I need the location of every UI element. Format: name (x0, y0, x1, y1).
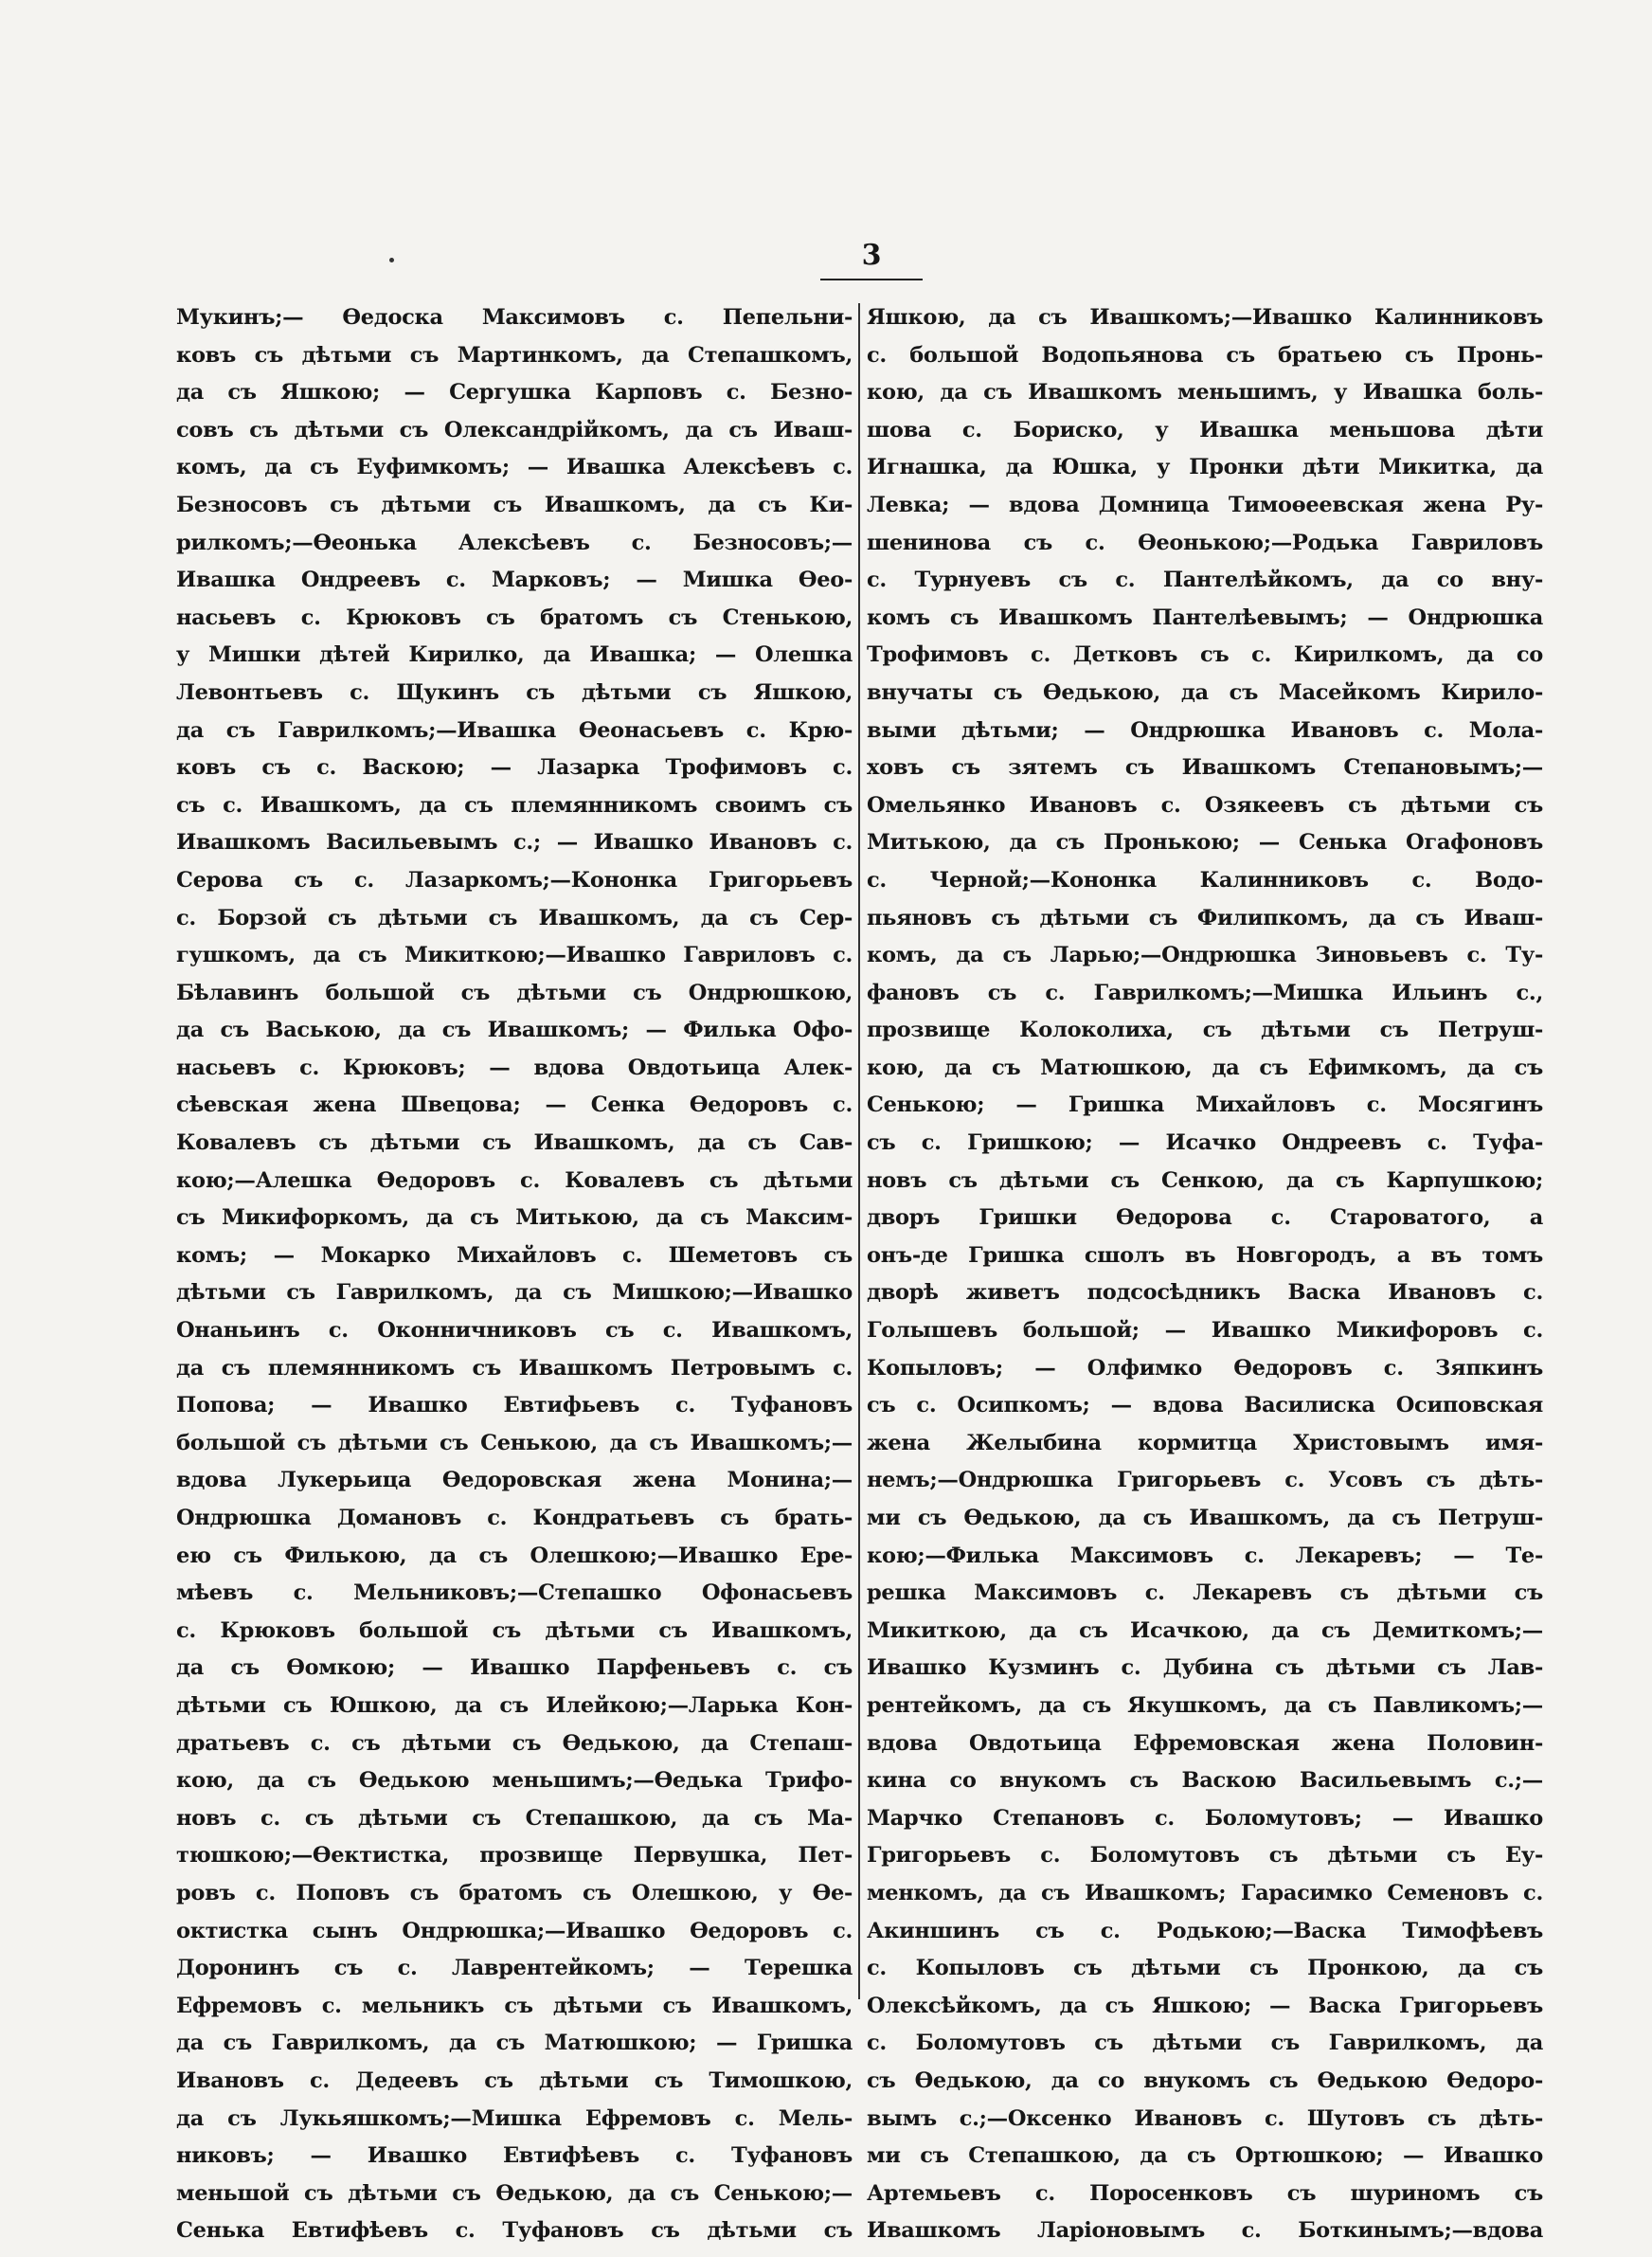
text-line: Доронинъ съ с. Лаврентейкомъ; — Терешка (176, 1956, 853, 1981)
text-line: Бѣлавинъ большой съ дѣтьми съ Ондрюшкою, (176, 980, 853, 1005)
text-line: съ с. Ивашкомъ, да съ племянникомъ своимъ съ (176, 792, 853, 818)
text-line: да съ Гаврилкомъ;—Ивашка Өеонасьевъ с. Крю- (176, 717, 853, 743)
text-line: мѣевъ с. Мельниковъ;—Степашко Офонасьевъ (176, 1580, 853, 1606)
text-line: да съ Гаврилкомъ, да съ Матюшкою; — Гришка (176, 2031, 853, 2056)
header-rule (820, 279, 923, 280)
text-line: насьевъ с. Крюковъ съ братомъ съ Стенькою, (176, 605, 853, 630)
text-line: Митькою, да съ Пронькою; — Сенька Огафоновъ (867, 830, 1543, 856)
text-line: совъ съ дѣтьми съ Олександрійкомъ, да съ Иваш- (176, 417, 853, 442)
text-line: Трофимовъ с. Детковъ съ с. Кирилкомъ, да со (867, 642, 1543, 668)
text-line: рилкомъ;—Өеонька Алексѣевъ с. Безносовъ;— (176, 530, 853, 555)
text-line: с. Копыловъ съ дѣтьми съ Пронкою, да съ (867, 1956, 1543, 1981)
text-line: Серова съ с. Лазаркомъ;—Кононка Григорьевъ (176, 867, 853, 893)
text-line: большой съ дѣтьми съ Сенькою, да съ Ивашкомъ;— (176, 1430, 853, 1455)
text-line: менкомъ, да съ Ивашкомъ; Гарасимко Семеновъ с. (867, 1880, 1543, 1905)
text-line: тюшкою;—Өектистка, прозвище Первушка, Пет- (176, 1843, 853, 1869)
text-line: ховъ съ зятемъ съ Ивашкомъ Степановымъ;— (867, 755, 1543, 781)
text-line: да съ Ваською, да съ Ивашкомъ; — Филька Офо- (176, 1018, 853, 1043)
text-line: дѣтьми съ Юшкою, да съ Илейкою;—Ларька Кон- (176, 1692, 853, 1718)
text-line: шова с. Бориско, у Ивашка меньшова дѣти (867, 417, 1543, 442)
text-line: кою, да съ Ивашкомъ меньшимъ, у Ивашка боль- (867, 380, 1543, 406)
text-line: вдова Овдотьица Ефремовская жена Половин- (867, 1730, 1543, 1756)
text-line: с. Борзой съ дѣтьми съ Ивашкомъ, да съ Сер- (176, 905, 853, 930)
text-line: жена Желыбина кормитца Христовымъ имя- (867, 1430, 1543, 1455)
page-number: 3 (861, 239, 882, 272)
text-line: кою, да съ Матюшкою, да съ Ефимкомъ, да съ (867, 1055, 1543, 1080)
text-line: да съ Өомкою; — Ивашко Парфеньевъ с. съ (176, 1655, 853, 1681)
text-line: насьевъ с. Крюковъ; — вдова Овдотьица Алек- (176, 1055, 853, 1080)
text-line: Попова; — Ивашко Евтифьевъ с. Туфановъ (176, 1393, 853, 1418)
text-line: Левка; — вдова Домница Тимоөеевская жена Ру- (867, 492, 1543, 517)
text-line: дворѣ живетъ подсосѣдникъ Васка Ивановъ с. (867, 1280, 1543, 1306)
text-line: Ивановъ с. Дедеевъ съ дѣтьми съ Тимошкою, (176, 2067, 853, 2093)
text-line: дѣтьми съ Гаврилкомъ, да съ Мишкою;—Ивашко (176, 1280, 853, 1306)
text-line: Ефремовъ с. мельникъ съ дѣтьми съ Ивашкомъ, (176, 1993, 853, 2018)
text-line: новъ съ дѣтьми съ Сенкою, да съ Карпушкою; (867, 1167, 1543, 1193)
text-line: ковъ съ дѣтьми съ Мартинкомъ, да Степашкомъ, (176, 342, 853, 368)
text-line: онъ-де Гришка сшолъ въ Новгородъ, а въ томъ (867, 1242, 1543, 1268)
text-line: Сенькою; — Гришка Михайловъ с. Мосягинъ (867, 1092, 1543, 1118)
text-line: гушкомъ, да съ Микиткою;—Ивашко Гавриловъ с. (176, 943, 853, 968)
text-line: у Мишки дѣтей Кирилко, да Ивашка; — Олешка (176, 642, 853, 668)
text-line: ею съ Филькою, да съ Олешкою;—Ивашко Ере- (176, 1543, 853, 1568)
text-line: Голышевъ большой; — Ивашко Микифоровъ с. (867, 1318, 1543, 1344)
text-line: немъ;—Ондрюшка Григорьевъ с. Усовъ съ дѣть- (867, 1468, 1543, 1493)
text-line: с. Боломутовъ съ дѣтьми съ Гаврилкомъ, да (867, 2031, 1543, 2056)
text-line: внучаты съ Өедькою, да съ Масейкомъ Кирило- (867, 679, 1543, 705)
text-line: да съ Лукьяшкомъ;—Мишка Ефремовъ с. Мель- (176, 2105, 853, 2131)
left-column (176, 299, 853, 2244)
text-line: ми съ Өедькою, да съ Ивашкомъ, да съ Петруш- (867, 1506, 1543, 1530)
text-line: Ивашка Ондреевъ с. Марковъ; — Мишка Өео- (176, 568, 853, 593)
text-line: вымъ с.;—Оксенко Ивановъ с. Шутовъ съ дѣть- (867, 2105, 1543, 2131)
text-line: Онаньинъ с. Оконничниковъ съ с. Ивашкомъ, (176, 1318, 853, 1344)
text-line: с. большой Водопьянова съ братьею съ Пронь- (867, 342, 1543, 368)
text-line: Ковалевъ съ дѣтьми съ Ивашкомъ, да съ Сав- (176, 1130, 853, 1156)
right-column (867, 299, 1543, 2244)
text-line: пьяновъ съ дѣтьми съ Филипкомъ, да съ Иваш- (867, 905, 1543, 930)
text-line: Омельянко Ивановъ с. Озякеевъ съ дѣтьми съ (867, 792, 1543, 818)
text-line: шенинова съ с. Өеонькою;—Родька Гавриловъ (867, 530, 1543, 555)
text-line: прозвище Колоколиха, съ дѣтьми съ Петруш- (867, 1018, 1543, 1043)
text-line: решка Максимовъ с. Лекаревъ съ дѣтьми съ (867, 1580, 1543, 1606)
text-line: Сенька Евтифѣевъ с. Туфановъ съ дѣтьми съ (176, 2218, 853, 2244)
text-line: Григорьевъ с. Боломутовъ съ дѣтьми съ Еу- (867, 1843, 1543, 1869)
text-line: кина со внукомъ съ Васкою Васильевымъ с.;— (867, 1768, 1543, 1794)
text-line: октистка сынъ Ондрюшка;—Ивашко Өедоровъ с. (176, 1918, 853, 1943)
text-line: Ивашко Кузминъ с. Дубина съ дѣтьми съ Лав- (867, 1655, 1543, 1681)
text-line: Акиншинъ съ с. Родькою;—Васка Тимофѣевъ (867, 1918, 1543, 1943)
text-line: ровъ с. Поповъ съ братомъ съ Олешкою, у Өе- (176, 1880, 853, 1905)
text-line: кою;—Филька Максимовъ с. Лекаревъ; — Те- (867, 1543, 1543, 1568)
text-line: сѣевская жена Швецова; — Сенка Өедоровъ с. (176, 1092, 853, 1118)
text-line: меньшой съ дѣтьми съ Өедькою, да съ Сенькою;— (176, 2180, 853, 2206)
text-line: дратьевъ с. съ дѣтьми съ Өедькою, да Степаш- (176, 1730, 853, 1756)
text-line: выми дѣтьми; — Ондрюшка Ивановъ с. Мола- (867, 717, 1543, 743)
text-line: комъ, да съ Еуфимкомъ; — Ивашка Алексѣевъ с. (176, 455, 853, 480)
text-line: ми съ Степашкою, да съ Ортюшкою; — Ивашко (867, 2143, 1543, 2169)
text-line: Артемьевъ с. Поросенковъ съ шуриномъ съ (867, 2180, 1543, 2206)
text-line: комъ, да съ Ларью;—Ондрюшка Зиновьевъ с. Ту- (867, 943, 1543, 968)
text-line: вдова Лукерьица Өедоровская жена Монина;— (176, 1468, 853, 1493)
text-line: да съ племянникомъ съ Ивашкомъ Петровымъ с. (176, 1355, 853, 1381)
text-line: съ Өедькою, да со внукомъ съ Өедькою Өедоро- (867, 2067, 1543, 2093)
text-line: Мукинъ;— Өедоска Максимовъ с. Пепельни- (176, 305, 853, 330)
text-line: дворъ Гришки Өедорова с. Староватого, а (867, 1205, 1543, 1231)
text-line: никовъ; — Ивашко Евтифѣевъ с. Туфановъ (176, 2143, 853, 2169)
text-line: рентейкомъ, да съ Якушкомъ, да съ Павликомъ;— (867, 1692, 1543, 1718)
text-line: съ Микифоркомъ, да съ Митькою, да съ Максим- (176, 1205, 853, 1231)
text-line: с. Черной;—Кононка Калинниковъ с. Водо- (867, 867, 1543, 893)
text-line: да съ Яшкою; — Сергушка Карповъ с. Безно- (176, 380, 853, 406)
text-line: Копыловъ; — Олфимко Өедоровъ с. Зяпкинъ (867, 1355, 1543, 1381)
text-line: кою;—Алешка Өедоровъ с. Ковалевъ съ дѣтьми (176, 1167, 853, 1193)
text-line: ковъ съ с. Васкою; — Лазарка Трофимовъ с. (176, 755, 853, 781)
text-line: Безносовъ съ дѣтьми съ Ивашкомъ, да съ Ки- (176, 492, 853, 517)
text-line: комъ съ Ивашкомъ Пантелѣевымъ; — Ондрюшка (867, 605, 1543, 630)
text-line: Ивашкомъ Ларіоновымъ с. Боткинымъ;—вдова (867, 2218, 1543, 2244)
text-line: с. Турнуевъ съ с. Пантелѣйкомъ, да со вну- (867, 568, 1543, 593)
text-line: Марчко Степановъ с. Боломутовъ; — Ивашко (867, 1805, 1543, 1831)
text-line: съ с. Гришкою; — Исачко Ондреевъ с. Туфа- (867, 1130, 1543, 1156)
text-line: Игнашка, да Юшка, у Пронки дѣти Микитка, да (867, 455, 1543, 480)
text-line: Ивашкомъ Васильевымъ с.; — Ивашко Ивановъ с. (176, 830, 853, 856)
text-line: с. Крюковъ большой съ дѣтьми съ Ивашкомъ, (176, 1617, 853, 1643)
text-line: фановъ съ с. Гаврилкомъ;—Мишка Ильинъ с., (867, 980, 1543, 1005)
text-line: кою, да съ Өедькою меньшимъ;—Өедька Трифо- (176, 1768, 853, 1794)
text-line: Микиткою, да съ Исачкою, да съ Демиткомъ;— (867, 1617, 1543, 1643)
text-line: съ с. Осипкомъ; — вдова Василиска Осиповская (867, 1393, 1543, 1418)
text-line: Ондрюшка Домановъ с. Кондратьевъ съ брать- (176, 1506, 853, 1530)
text-line: комъ; — Мокарко Михайловъ с. Шеметовъ съ (176, 1242, 853, 1268)
text-line: Левонтьевъ с. Щукинъ съ дѣтьми съ Яшкою, (176, 679, 853, 705)
column-divider (858, 303, 860, 1999)
text-line: Олексѣйкомъ, да съ Яшкою; — Васка Григорьевъ (867, 1993, 1543, 2018)
text-line: новъ с. съ дѣтьми съ Степашкою, да съ Ма- (176, 1805, 853, 1831)
stray-mark (389, 258, 394, 262)
text-line: Яшкою, да съ Ивашкомъ;—Ивашко Калинниковъ (867, 305, 1543, 330)
